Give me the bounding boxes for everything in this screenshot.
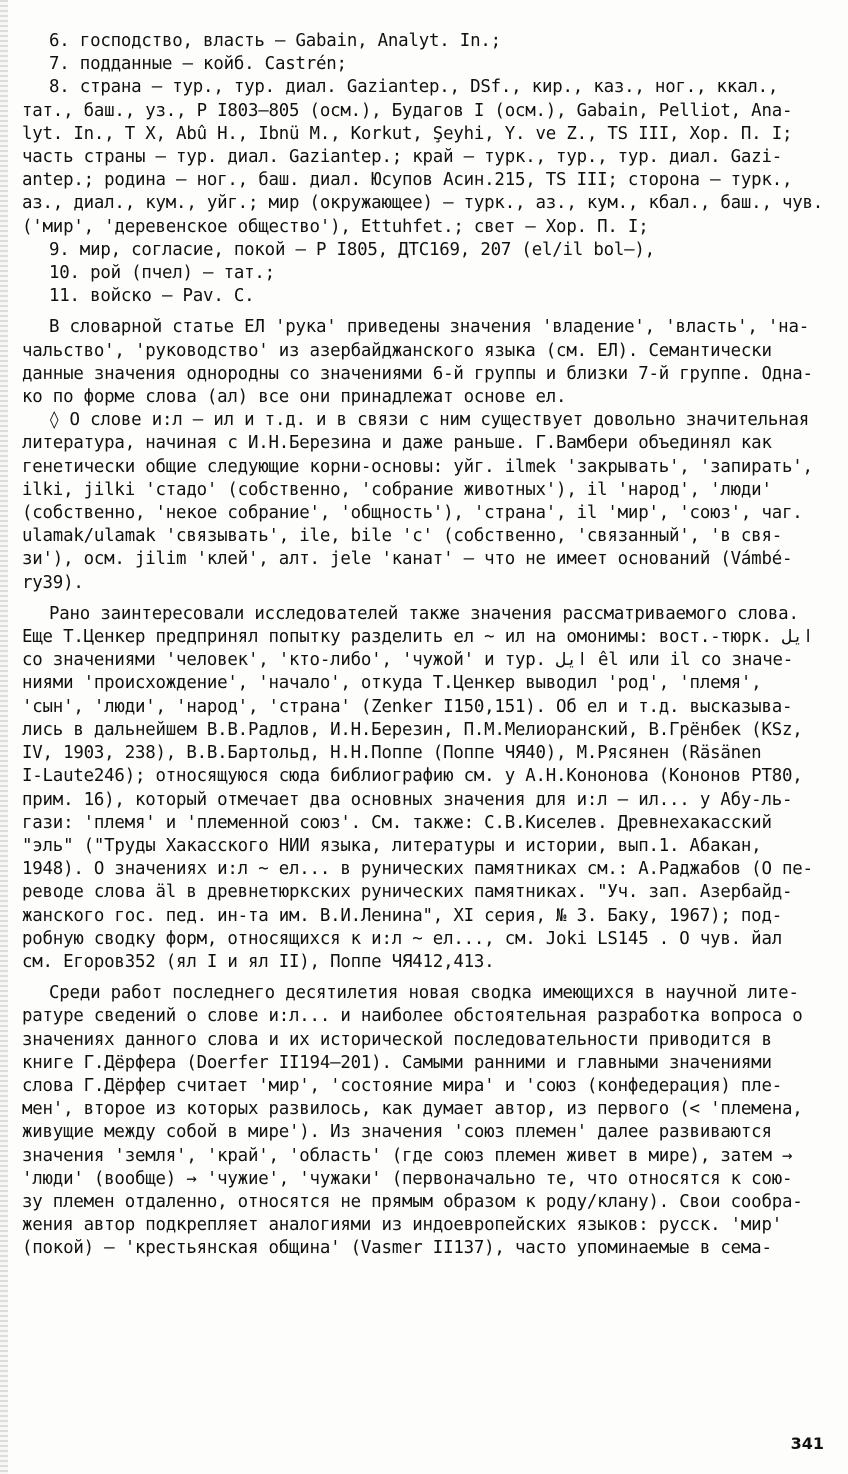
text-line: значения 'земля', 'край', 'область' (где союз племен живет в мире), затем → bbox=[22, 1145, 793, 1166]
text-line: ulamak/ulamak 'связывать', ile, bile 'с' (собственно, 'связанный', 'в свя- bbox=[22, 526, 782, 547]
text-line: аз., диал., кум., уйг.; мир (окружающее) – турк., аз., кум., кбал., баш., чув. bbox=[22, 193, 824, 214]
text-line: В словарной статье ЕЛ 'рука' приведены значения 'владение', 'власть', 'на- bbox=[49, 317, 809, 338]
text-line: ратуре сведений о слове и:л... и наиболее обстоятельная разработка вопроса о bbox=[22, 1006, 803, 1027]
text-line: ниями 'происхождение', 'начало', откуда Т.Ценкер выводил 'род', 'племя', bbox=[22, 673, 762, 694]
paragraph-gap bbox=[22, 974, 832, 982]
text-line: литература, начиная с И.Н.Березина и даже раньше. Г.Вамбери объединял как bbox=[22, 433, 772, 454]
text-line: жанского гос. пед. ин-та им. В.И.Ленина", XI серия, № 3. Баку, 1967); под- bbox=[22, 905, 782, 926]
text-line: 6. господство, власть – Gabain, Analyt. In.; bbox=[49, 31, 501, 51]
text-line: ко по форме слова (ал) все они принадлежат основе ел. bbox=[22, 387, 567, 408]
text-line: Еще Т.Ценкер предпринял попытку разделить ел ~ ил на омонимы: вост.-тюрк. ايل bbox=[22, 627, 814, 648]
text-line: I-Laute246); относящуюся сюда библиографию см. у А.Н.Кононова (Кононов РТ80, bbox=[22, 766, 803, 787]
text-line: робную сводку форм, относящихся к и:л ~ ел..., см. Joki LS145 . О чув. йал bbox=[22, 928, 782, 949]
text-line: antep.; родина – ног., баш. диал. Юсупов Асин.215, TS III; сторона – турк., bbox=[22, 170, 793, 191]
text-line: 7. подданные – койб. Castrén; bbox=[49, 54, 347, 75]
text-line: (собственно, 'некое собрание', 'общность'), 'страна', il 'мир', 'союз', чаг. bbox=[22, 503, 803, 524]
text-line: ('мир', 'деревенское общество'), Ettuhfet.; свет – Хор. П. I; bbox=[22, 216, 649, 237]
text-line: (покой) – 'крестьянская община' (Vasmer II137), часто упоминаемые в сема- bbox=[22, 1238, 772, 1259]
text-line: 'сын', 'люди', 'народ', 'страна' (Zenker I150,151). Об ел и т.д. высказыва- bbox=[22, 696, 793, 717]
document-body bbox=[22, 30, 832, 1261]
text-line: 10. рой (пчел) – тат.; bbox=[49, 263, 275, 284]
text-line: реводе слова äl в древнетюркских рунических памятниках. "Уч. зап. Азербайд- bbox=[22, 882, 793, 903]
text-line: 'люди' (вообще) → 'чужие', 'чужаки' (первоначально те, что относятся к сою- bbox=[22, 1168, 793, 1189]
paragraph-gap bbox=[22, 595, 832, 603]
text-line: живущие между собой в мире'). Из значения 'союз племен' далее развиваются bbox=[22, 1122, 772, 1143]
text-line: IV, 1903, 238), В.В.Бартольд, Н.Н.Поппе (Поппе ЧЯ40), М.Рясянен (Räsänen bbox=[22, 743, 762, 764]
text-line: lyt. In., Т Х, Abû H., Ibnü M., Korkut, Şeyhi, Y. ve Z., TS III, Хор. П. I; bbox=[22, 123, 793, 144]
text-line: мен', второе из которых развилось, как думает автор, из первого (< 'племена, bbox=[22, 1099, 803, 1120]
text-line: ◊ О слове и:л – ил и т.д. и в связи с ним существует довольно значительная bbox=[49, 410, 809, 431]
text-line: со значениями 'человек', 'кто-либо', 'чужой' и тур. ايل êl или il со значе- bbox=[22, 650, 794, 671]
text-line: книге Г.Дёрфера (Doerfer II194–201). Самыми ранними и главными значениями bbox=[22, 1052, 772, 1073]
text-line: см. Егоров352 (ял I и ял II), Поппе ЧЯ412,413. bbox=[22, 951, 495, 972]
text-line: 8. страна – тур., тур. диал. Gaziantep., DSf., кир., каз., ног., ккал., bbox=[49, 77, 779, 98]
text-line: зи'), осм. jilim 'клей', алт. jele 'канат' – что не имеет оснований (Vámbé- bbox=[22, 549, 793, 570]
text-line: Среди работ последнего десятилетия новая сводка имеющихся в научной лите- bbox=[49, 983, 799, 1004]
text-line: лись в дальнейшем В.В.Радлов, И.Н.Березин, П.М.Мелиоранский, В.Грёнбек (KSz, bbox=[22, 719, 803, 740]
text-line: гази: 'племя' и 'племенной союз'. См. также: С.В.Киселев. Древнехакасский bbox=[22, 812, 772, 833]
text-line: "эль" ("Труды Хакасского НИИ языка, литературы и истории, вып.1. Абакан, bbox=[22, 835, 762, 856]
text-line: прим. 16), который отмечает два основных значения для и:л – ил... у Абу-ль- bbox=[22, 789, 793, 810]
text-line: слова Г.Дёрфер считает 'мир', 'состояние мира' и 'союз (конфедерация) пле- bbox=[22, 1075, 782, 1096]
page-number: 341 bbox=[790, 1434, 824, 1453]
text-line: 9. мир, согласие, покой – Р I805, ДТС169, 207 (el/il bol–), bbox=[49, 239, 655, 260]
text-line: чальство', 'руководство' из азербайджанского языка (см. ЕЛ). Семантически bbox=[22, 340, 772, 361]
text-line: данные значения однородны со значениями 6-й группы и близки 7-й группе. Одна- bbox=[22, 363, 813, 384]
text-line: значениях данного слова и их исторической последовательности приводится в bbox=[22, 1029, 772, 1050]
text-line: жения автор подкрепляет аналогиями из индоевропейских языков: русск. 'мир' bbox=[22, 1215, 782, 1236]
text-line: тат., баш., уз., Р I803–805 (осм.), Будагов I (осм.), Gabain, Pelliot, Ana- bbox=[22, 100, 793, 121]
text-line: Рано заинтересовали исследователей также значения рассматриваемого слова. bbox=[49, 603, 799, 624]
text-line: ry39). bbox=[22, 572, 84, 593]
text-line: 11. войско – Рav. С. bbox=[49, 286, 255, 307]
text-line: зу племен отдаленно, относятся не прямым образом к роду/клану). Свои сообра- bbox=[22, 1191, 803, 1212]
scan-margin bbox=[0, 0, 8, 1474]
text-line: ilki, jilki 'стадо' (собственно, 'собрание животных'), il 'народ', 'люди' bbox=[22, 479, 772, 500]
text-line: часть страны – тур. диал. Gaziantep.; край – турк., тур., тур. диал. Gazi- bbox=[22, 147, 782, 168]
paragraph-gap bbox=[22, 308, 832, 316]
text-line: генетически общие следующие корни-основы: уйг. ilmek 'закрывать', 'запирать', bbox=[22, 456, 813, 477]
text-line: 1948). О значениях и:л ~ ел... в рунических памятниках см.: А.Раджабов (О пе- bbox=[22, 859, 813, 880]
